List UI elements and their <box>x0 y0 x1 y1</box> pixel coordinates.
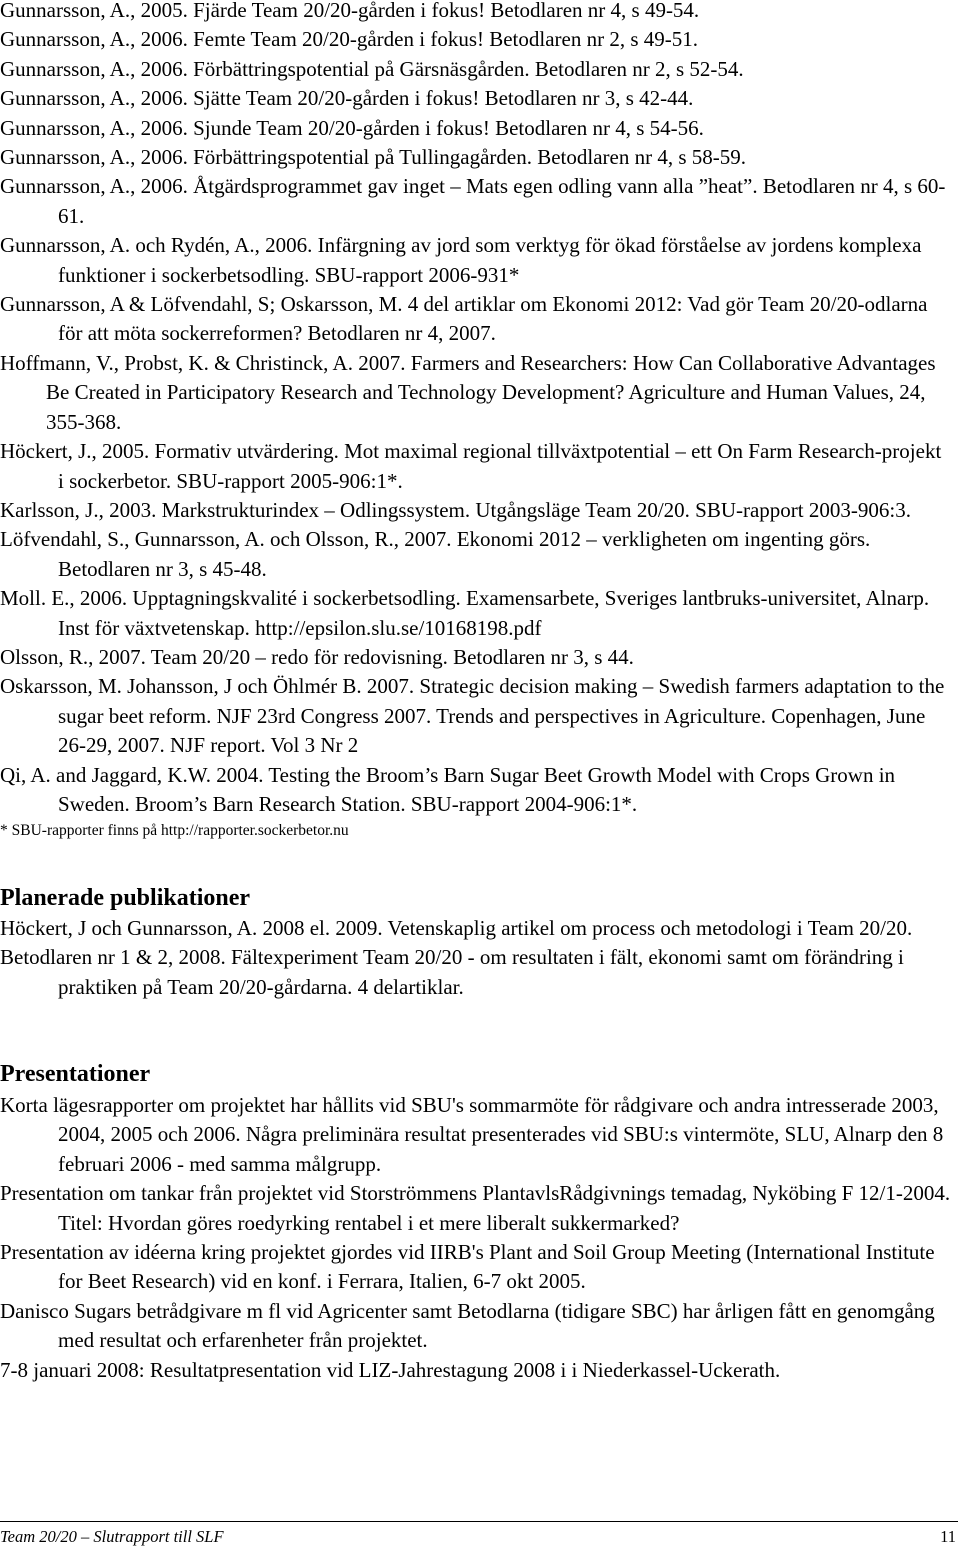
presentation-item: 7-8 januari 2008: Resultatpresentation vid LIZ-Jahrestagung 2008 i i Niederkassel-Uckerath. <box>0 1357 781 1382</box>
planned-item: Höckert, J och Gunnarsson, A. 2008 el. 2009. Vetenskaplig artikel om process och metodologi i Team 20/20. <box>0 916 913 940</box>
planned-publications-list <box>0 914 952 1002</box>
reference-entry: Gunnarsson, A., 2006. Förbättringspotential på Gärsnäsgården. Betodlaren nr 2, s 52-54. <box>0 56 744 81</box>
reference-entry: Höckert, J., 2005. Formativ utvärdering. Mot maximal regional tillväxtpotential – ett On Farm Research-projekt i sockerbetor. SBU-rapport 2005-906:1*. <box>0 439 942 493</box>
reference-entry: Gunnarsson, A & Löfvendahl, S; Oskarsson, M. 4 del artiklar om Ekonomi 2012: Vad gör Team 20/20-odlarna för att möta sockerreformen? Betodlaren nr 4, 2007. <box>0 292 928 346</box>
planned-item: Betodlaren nr 1 & 2, 2008. Fältexperiment Team 20/20 - om resultaten i fält, ekonomi samt om förändring i praktiken på Team 20/20-gårdarna. 4 delartiklar. <box>0 945 904 999</box>
presentation-item: Presentation av idéerna kring projektet gjordes vid IIRB's Plant and Soil Group Meeting (International Institute for Beet Research) vid en konf. i Ferrara, Italien, 6-7 okt 2005. <box>0 1240 935 1294</box>
reference-entry: Gunnarsson, A., 2006. Femte Team 20/20-gården i fokus! Betodlaren nr 2, s 49-51. <box>0 27 699 52</box>
reference-entry: Qi, A. and Jaggard, K.W. 2004. Testing the Broom’s Barn Sugar Beet Growth Model with Crops Grown in Sweden. Broom’s Barn Research Station. SBU-rapport 2004-906:1*. <box>0 762 896 816</box>
reference-entry: Gunnarsson, A., 2006. Åtgärdsprogrammet gav inget – Mats egen odling vann alla ”heat”. Betodlaren nr 4, s 60-61. <box>0 174 946 228</box>
reference-entry: Löfvendahl, S., Gunnarsson, A. och Olsson, R., 2007. Ekonomi 2012 – verkligheten om ingenting görs. Betodlaren nr 3, s 45-48. <box>0 527 871 581</box>
reference-entry: Hoffmann, V., Probst, K. & Christinck, A. 2007. Farmers and Researchers: How Can Collaborative Advantages Be Created in Participatory Research and Technology Development? Agriculture and Human Values, 24, 355-368. <box>0 350 936 434</box>
reference-entry: Gunnarsson, A., 2006. Sjunde Team 20/20-gården i fokus! Betodlaren nr 4, s 54-56. <box>0 115 704 140</box>
presentations-list <box>0 1091 952 1385</box>
footnote: * SBU-rapporter finns på http://rapporter.sockerbetor.nu <box>0 822 349 840</box>
section-heading-presentations: Presentationer <box>0 1061 151 1087</box>
reference-entry: Moll. E., 2006. Upptagningskvalité i sockerbetsodling. Examensarbete, Sveriges lantbruks-universitet, Alnarp. Inst för växtvetenskap. http://epsilon.slu.se/10168198.pdf <box>0 586 930 640</box>
page-number: 11 <box>940 1527 956 1546</box>
reference-entry: Olsson, R., 2007. Team 20/20 – redo för redovisning. Betodlaren nr 3, s 44. <box>0 644 634 669</box>
footer-title: Team 20/20 – Slutrapport till SLF <box>0 1527 224 1546</box>
reference-entry: Oskarsson, M. Johansson, J och Öhlmér B. 2007. Strategic decision making – Swedish farmers adaptation to the sugar beet reform. NJF 23rd Congress 2007. Trends and perspectives in Agriculture. Copenhagen, June 26-29, 2007. NJF report. Vol 3 Nr 2 <box>0 674 945 758</box>
presentation-item: Korta lägesrapporter om projektet har hållits vid SBU's sommarmöte för rådgivare och andra intresserade 2003, 2004, 2005 och 2006. Några preliminära resultat presenterades vid SBU:s vintermöte, SLU, Alnarp den 8 februari 2006 - med samma målgrupp. <box>0 1093 944 1176</box>
reference-entry: Gunnarsson, A., 2005. Fjärde Team 20/20-gården i fokus! Betodlaren nr 4, s 49-54. <box>0 0 700 22</box>
reference-entry: Karlsson, J., 2003. Markstrukturindex – Odlingssystem. Utgångsläge Team 20/20. SBU-rapport 2003-906:3. <box>0 497 911 522</box>
reference-entry: Gunnarsson, A., 2006. Förbättringspotential på Tullingagården. Betodlaren nr 4, s 58-59. <box>0 145 747 170</box>
section-heading-planned: Planerade publikationer <box>0 885 251 911</box>
presentation-item: Danisco Sugars betrådgivare m fl vid Agricenter samt Betodlarna (tidigare SBC) har årligen fått en genomgång med resultat och erfarenheter från projektet. <box>0 1298 935 1353</box>
reference-entry: Gunnarsson, A., 2006. Sjätte Team 20/20-gården i fokus! Betodlaren nr 3, s 42-44. <box>0 86 694 111</box>
reference-entry: Gunnarsson, A. och Rydén, A., 2006. Infärgning av jord som verktyg för ökad förståelse av jordens komplexa funktioner i sockerbetsodling. SBU-rapport 2006-931* <box>0 233 922 287</box>
footer-rule <box>0 1521 958 1522</box>
presentation-item: Presentation om tankar från projektet vid Storströmmens PlantavlsRådgivnings temadag, Nyköbing F 12/1-2004. Titel: Hvordan göres roedyrking rentabel i et mere liberalt sukkermarked? <box>0 1181 951 1235</box>
